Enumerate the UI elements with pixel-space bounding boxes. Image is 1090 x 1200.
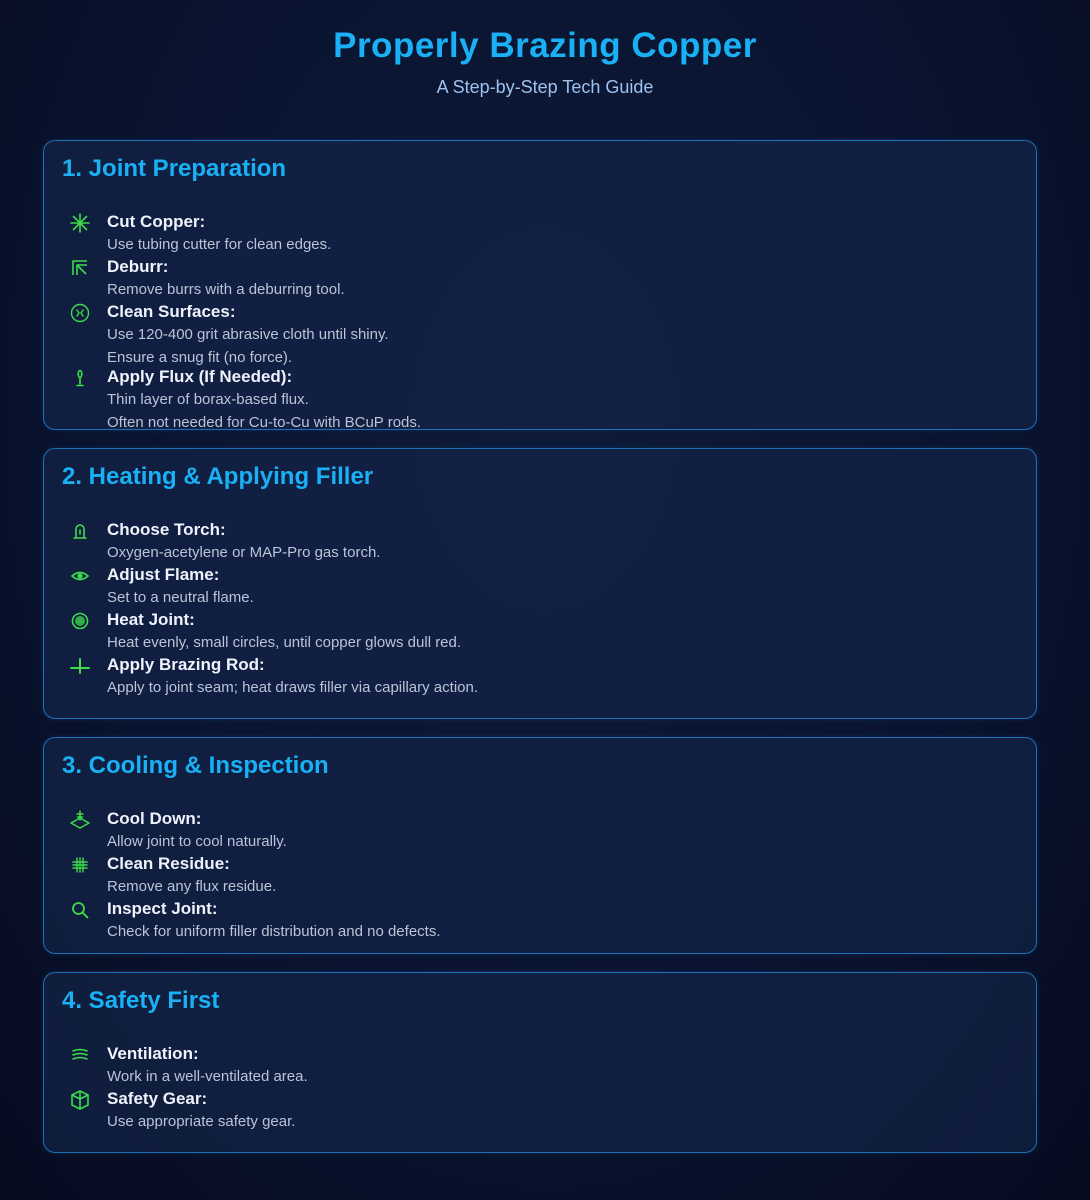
- step-description: Work in a well-ventilated area.: [107, 1068, 308, 1085]
- step-item: [44, 1088, 1036, 1133]
- step-title: Safety Gear:: [107, 1089, 208, 1108]
- step-item: [44, 301, 1036, 369]
- section-title: 2. Heating & Applying Filler: [62, 463, 374, 490]
- step-title: Heat Joint:: [107, 610, 195, 629]
- flame-eye-icon: [69, 565, 91, 587]
- section-heating-filler: [43, 448, 1037, 719]
- torch-icon: [69, 520, 91, 542]
- page-subtitle: A Step-by-Step Tech Guide: [436, 77, 654, 97]
- step-description: Use tubing cutter for clean edges.: [107, 236, 332, 253]
- step-item: [44, 211, 1036, 256]
- ventilation-icon: [69, 1044, 91, 1066]
- section-safety-first: [43, 972, 1037, 1153]
- step-title: Clean Residue:: [107, 854, 230, 873]
- page-header: [0, 24, 1090, 98]
- step-list: [44, 519, 1036, 699]
- section-joint-preparation: [43, 140, 1037, 430]
- step-item: [44, 366, 1036, 430]
- section-title: 1. Joint Preparation: [62, 155, 287, 182]
- step-description: Oxygen-acetylene or MAP-Pro gas torch.: [107, 544, 381, 561]
- magnifier-icon: [69, 899, 91, 921]
- step-item: [44, 609, 1036, 654]
- section-title: 4. Safety First: [62, 987, 220, 1014]
- step-item: [44, 654, 1036, 699]
- step-item: [44, 564, 1036, 609]
- step-description: Apply to joint seam; heat draws filler via capillary action.: [107, 679, 479, 696]
- step-description: Use appropriate safety gear.: [107, 1113, 296, 1130]
- step-item: [44, 898, 1036, 943]
- step-title: Inspect Joint:: [107, 899, 218, 918]
- step-description: Use 120-400 grit abrasive cloth until shiny.: [107, 326, 389, 343]
- step-item: [44, 256, 1036, 301]
- step-description: Ensure a snug fit (no force).: [107, 349, 293, 366]
- step-title: Apply Flux (If Needed):: [107, 367, 293, 386]
- step-description: Allow joint to cool naturally.: [107, 833, 287, 850]
- heat-circle-icon: [69, 610, 91, 632]
- step-description: Heat evenly, small circles, until copper glows dull red.: [107, 634, 462, 651]
- step-description: Thin layer of borax-based flux.: [107, 391, 309, 408]
- section-cooling-inspection: [43, 737, 1037, 954]
- step-description: Set to a neutral flame.: [107, 589, 254, 606]
- step-title: Cut Copper:: [107, 212, 206, 231]
- grid-icon: [69, 854, 91, 876]
- step-list: [44, 1043, 1036, 1133]
- deburr-arrow-icon: [69, 257, 91, 279]
- brazing-rod-icon: [69, 655, 91, 677]
- step-title: Clean Surfaces:: [107, 302, 236, 321]
- step-title: Cool Down:: [107, 809, 202, 828]
- shield-icon: [69, 1089, 91, 1111]
- step-title: Apply Brazing Rod:: [107, 655, 265, 674]
- step-title: Deburr:: [107, 257, 169, 276]
- step-description: Check for uniform filler distribution and no defects.: [107, 923, 441, 940]
- section-title: 3. Cooling & Inspection: [62, 752, 329, 779]
- flux-brush-icon: [69, 367, 91, 389]
- step-description: Remove burrs with a deburring tool.: [107, 281, 345, 298]
- step-item: [44, 519, 1036, 564]
- step-list: [44, 211, 1036, 430]
- sparkle-icon: [69, 212, 91, 234]
- step-title: Choose Torch:: [107, 520, 226, 539]
- step-item: [44, 853, 1036, 898]
- step-title: Adjust Flame:: [107, 565, 220, 584]
- step-item: [44, 808, 1036, 853]
- step-description: Often not needed for Cu-to-Cu with BCuP rods.: [107, 414, 422, 430]
- page-title: Properly Brazing Copper: [333, 26, 757, 65]
- step-list: [44, 808, 1036, 943]
- step-title: Ventilation:: [107, 1044, 199, 1063]
- step-item: [44, 1043, 1036, 1088]
- clean-circle-icon: [69, 302, 91, 324]
- step-description: Remove any flux residue.: [107, 878, 277, 895]
- cool-down-icon: [69, 809, 91, 831]
